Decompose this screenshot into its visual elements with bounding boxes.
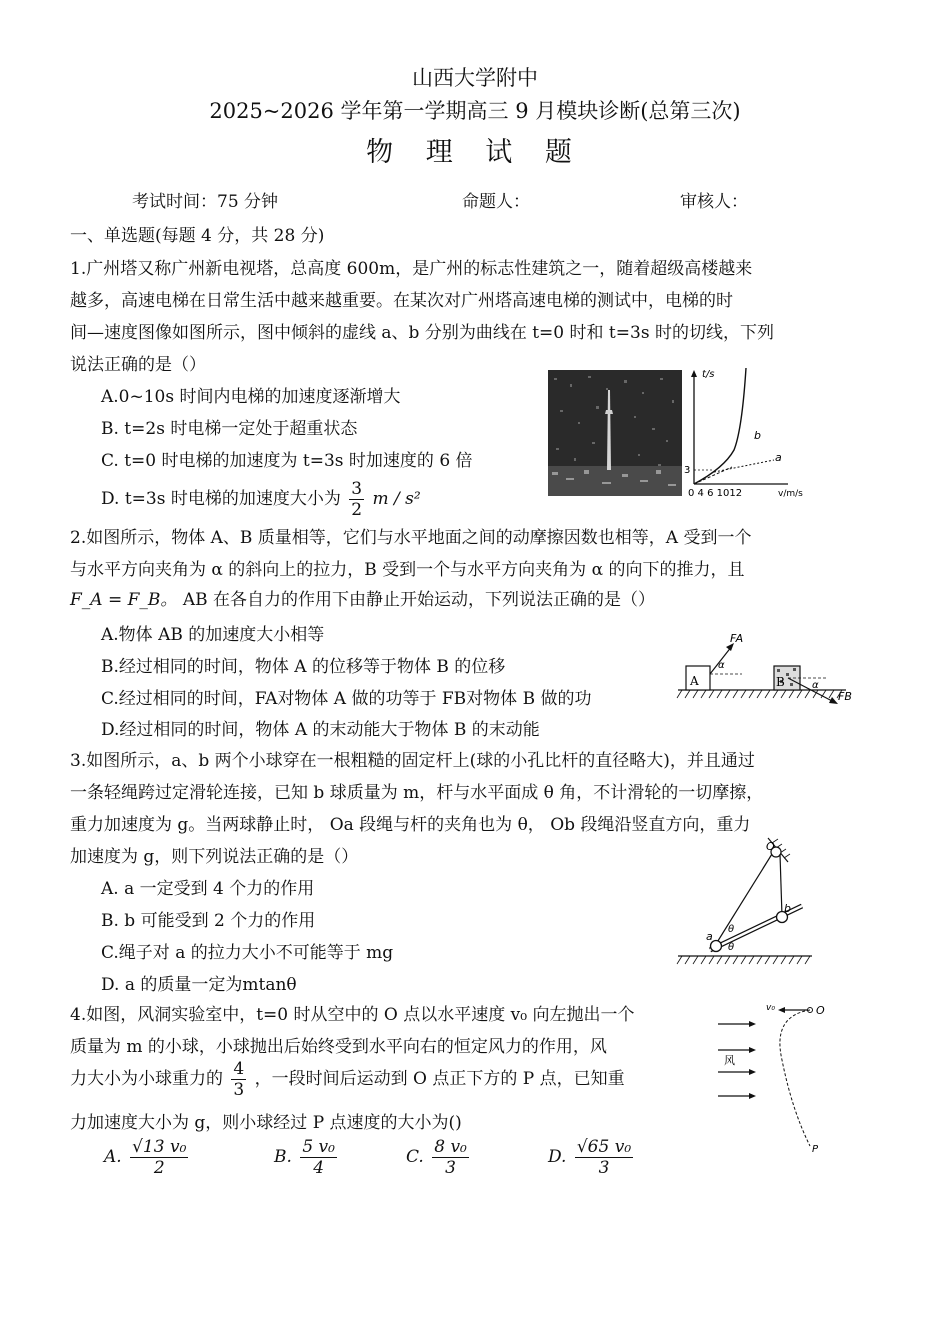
q2-option-b: B.经过相同的时间，物体 A 的位移等于物体 B 的位移 (101, 657, 506, 677)
q4-line-1: 4.如图，风洞实验室中，t=0 时从空中的 O 点以水平速度 v₀ 向左抛出一个 (70, 1005, 635, 1025)
q1-option-d-unit: m / s² (372, 489, 421, 509)
q4-option-b (274, 1134, 340, 1180)
q2-line-2: 与水平方向夹角为 α 的斜向上的拉力，B 受到一个与水平方向夹角为 α 的向下的推力，且 (70, 560, 745, 580)
school-name: 山西大学附中 (412, 66, 538, 90)
point-o-label: O (816, 1004, 825, 1017)
exam-term: 2025~2026 学年第一学期高三 9 月模块诊断(总第三次) (209, 99, 741, 123)
q4-option-c (406, 1134, 472, 1180)
blocks-force-diagram (676, 628, 860, 716)
q2-option-d: D.经过相同的时间，物体 A 的末动能大于物体 B 的末动能 (101, 720, 540, 740)
ball-b-label: b (784, 902, 791, 915)
q3-option-a: A. a 一定受到 4 个力的作用 (101, 879, 315, 899)
y-tick-3: 3 (684, 465, 691, 476)
fraction-numerator: 8 v₀ (434, 1137, 467, 1157)
q1-line-2: 越多，高速电梯在日常生活中越来越重要。在某次对广州塔高速电梯的测试中，电梯的时 (70, 291, 733, 311)
fraction-denominator: 3 (233, 1080, 245, 1100)
guangzhou-tower-photo (548, 370, 682, 496)
q2-line-3 (70, 589, 655, 611)
option-letter: B. (274, 1147, 292, 1167)
q4-wind-fraction (231, 1059, 246, 1100)
q4-line-3-text: 力大小为小球重力的 (70, 1069, 223, 1089)
q4-line-3 (70, 1056, 625, 1102)
q3-line-2: 一条轻绳跨过定滑轮连接，已知 b 球质量为 m，杆与水平面成 θ 角，不计滑轮的一切摩擦， (70, 783, 764, 803)
pulley-o-label: O (766, 840, 775, 853)
v0-label: v₀ (766, 1003, 775, 1013)
q3-option-c: C.绳子对 a 的拉力大小不可能等于 mg (101, 943, 394, 963)
subject-title: 物 理 试 题 (366, 137, 584, 168)
q2-line-1: 2.如图所示，物体 A、B 质量相等，它们与水平地面之间的动摩擦因数也相等，A 受到一个 (70, 528, 752, 548)
q1-option-c: C. t=0 时电梯的加速度为 t=3s 时加速度的 6 倍 (101, 451, 473, 471)
wind-label: 风 (724, 1054, 735, 1067)
q2-line-3-text: AB 在各自力的作用下由静止开始运动，下列说法正确的是（） (182, 590, 656, 610)
alpha-label-b: α (812, 680, 819, 691)
q1-option-d-fraction (349, 479, 364, 520)
option-fraction (432, 1137, 469, 1178)
force-fa-label: FA (730, 632, 744, 645)
curve-b-label: b (754, 429, 761, 442)
q4-line-3-text-end: ，一段时间后运动到 O 点正下方的 P 点，已知重 (254, 1069, 625, 1089)
exam-reviewer: 审核人： (680, 192, 748, 212)
fraction-denominator: 2 (153, 1158, 165, 1178)
block-a-label: A (690, 674, 699, 688)
rod-pulley-diagram (672, 836, 822, 968)
option-fraction (300, 1137, 337, 1178)
q4-line-4: 力加速度大小为 g，则小球经过 P 点速度的大小为() (70, 1113, 462, 1133)
q3-option-d: D. a 的质量一定为mtanθ (101, 975, 297, 995)
fraction-denominator: 3 (598, 1158, 610, 1178)
fraction-denominator: 2 (351, 500, 363, 520)
x-ticks: 0 4 6 1012 (688, 488, 743, 499)
x-axis-label: v/m/s (778, 489, 803, 499)
q3-option-b: B. b 可能受到 2 个力的作用 (101, 911, 316, 931)
fraction-denominator: 3 (445, 1158, 456, 1178)
option-fraction (130, 1137, 188, 1178)
alpha-label-a: α (718, 660, 725, 671)
q4-option-a (104, 1134, 191, 1180)
q1-option-d-text: D. t=3s 时电梯的加速度大小为 (101, 489, 341, 509)
fraction-numerator: √13 v₀ (132, 1137, 187, 1157)
exam-time: 考试时间：75 分钟 (132, 192, 279, 212)
option-letter: D. (548, 1147, 567, 1167)
point-p-label: P (812, 1144, 819, 1155)
q4-line-2: 质量为 m 的小球，小球抛出后始终受到水平向右的恒定风力的作用，风 (70, 1037, 607, 1057)
y-axis-label: t/s (702, 369, 715, 380)
fraction-numerator: 4 (233, 1059, 245, 1079)
fraction-numerator: √65 v₀ (576, 1137, 632, 1157)
q1-line-3: 间—速度图像如图所示，图中倾斜的虚线 a、b 分别为曲线在 t=0 时和 t=3s 时的切线，下列 (70, 323, 774, 343)
force-fb-label: FB (838, 690, 852, 703)
q2-option-a: A.物体 AB 的加速度大小相等 (101, 625, 325, 645)
option-letter: A. (104, 1147, 122, 1167)
ball-a-label: a (706, 930, 713, 943)
exam-author: 命题人： (462, 192, 530, 212)
q2-force-equation: F_A = F_B。 (70, 590, 178, 610)
q3-line-1: 3.如图所示，a、b 两个小球穿在一根粗糙的固定杆上(球的小孔比杆的直径略大)，并且通过 (70, 751, 755, 771)
theta-label-1: θ (728, 924, 735, 935)
block-b-label: B (776, 675, 785, 689)
q4-option-d (548, 1134, 636, 1180)
q3-line-3: 重力加速度为 g。当两球静止时， Oa 段绳与杆的夹角也为 θ， Ob 段绳沿竖直方向，重力 (70, 815, 751, 835)
q3-line-4: 加速度为 g，则下列说法正确的是（） (70, 847, 359, 867)
fraction-denominator: 4 (313, 1158, 325, 1178)
option-letter: C. (406, 1147, 424, 1167)
theta-label-2: θ (728, 942, 735, 953)
section-heading: 一、单选题(每题 4 分，共 28 分) (70, 226, 325, 246)
q1-line-1: 1.广州塔又称广州新电视塔，总高度 600m，是广州的标志性建筑之一，随着超级高楼越来 (70, 259, 753, 279)
q1-option-d (101, 476, 421, 522)
q1-option-a: A.0~10s 时间内电梯的加速度逐渐增大 (101, 387, 401, 407)
fraction-numerator: 3 (351, 479, 363, 499)
q1-option-b: B. t=2s 时电梯一定处于超重状态 (101, 419, 358, 439)
time-velocity-graph (684, 364, 816, 500)
q1-line-4: 说法正确的是（） (70, 355, 206, 375)
q2-option-c: C.经过相同的时间，FA对物体 A 做的功等于 FB对物体 B 做的功 (101, 689, 592, 709)
fraction-numerator: 5 v₀ (302, 1137, 335, 1157)
wind-tunnel-diagram (712, 1000, 832, 1160)
option-fraction (575, 1137, 633, 1178)
line-a-label: a (775, 451, 782, 464)
